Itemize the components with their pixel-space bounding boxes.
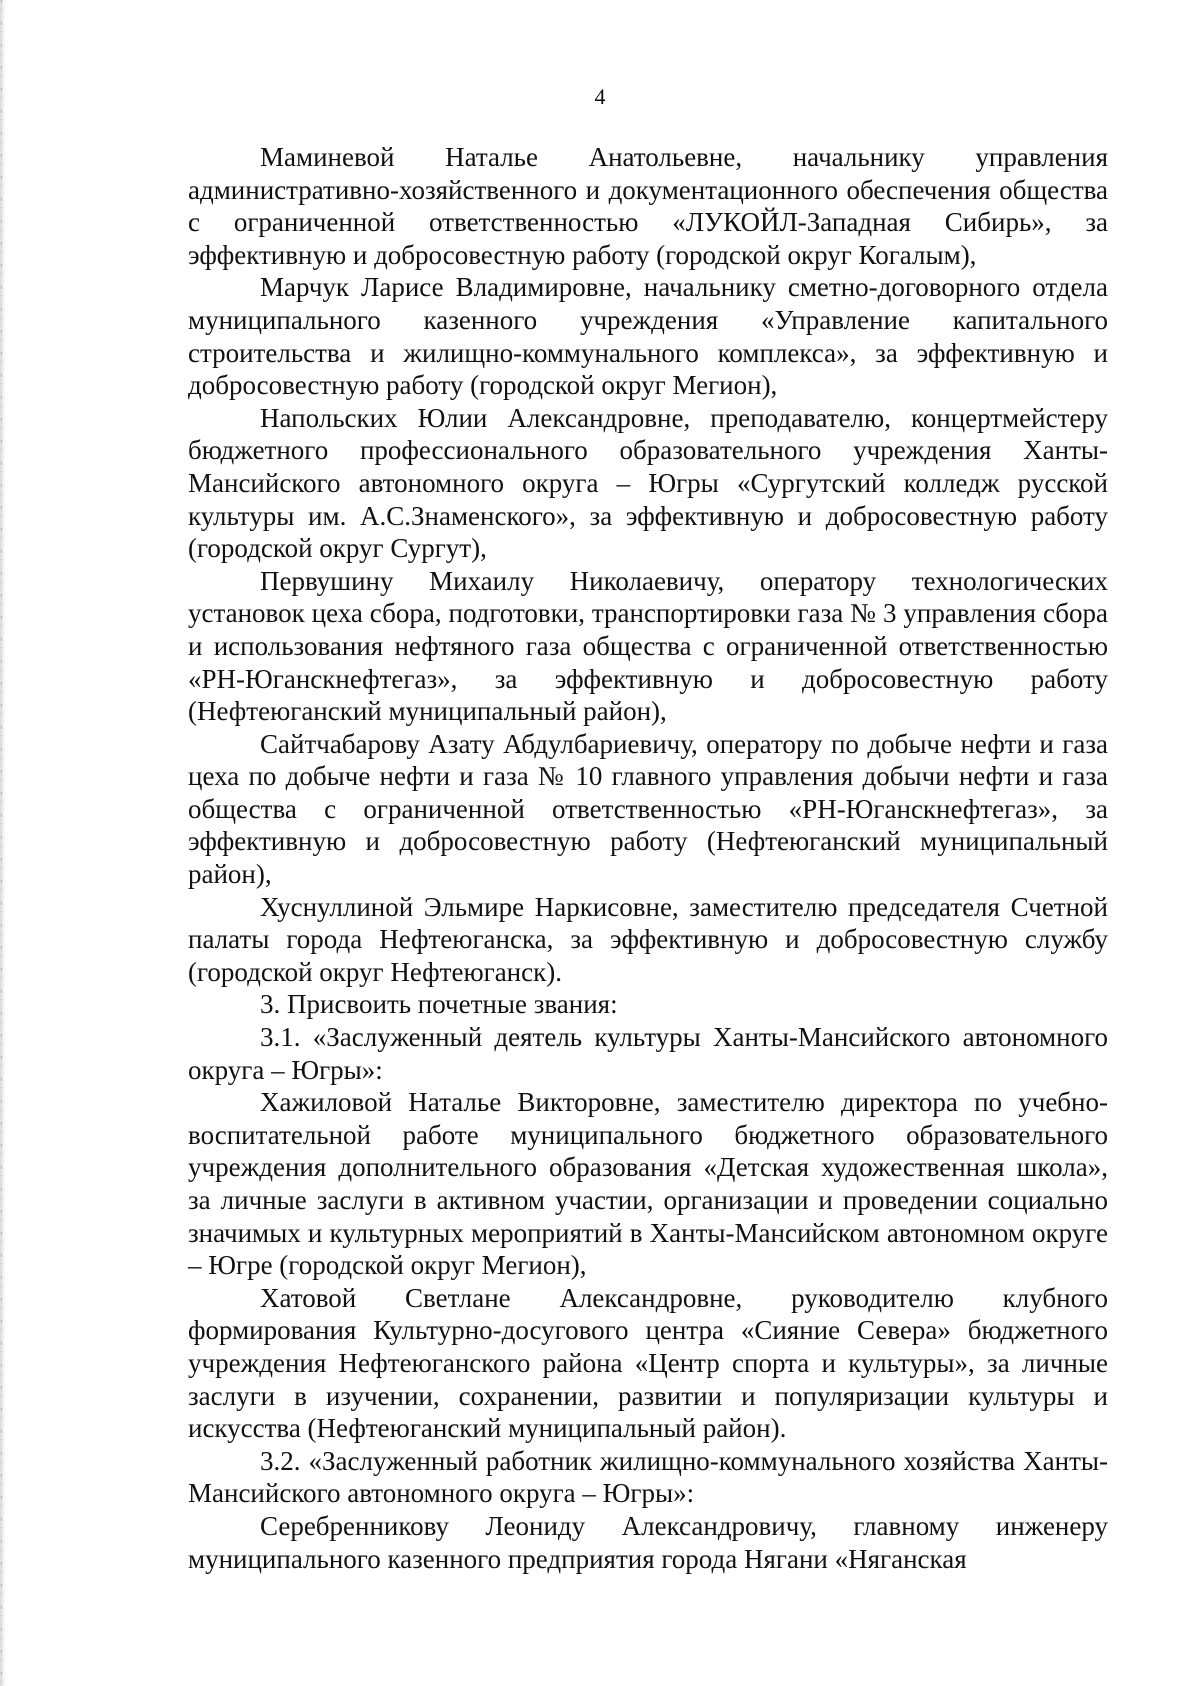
paragraph-khatova: Хатовой Светлане Александровне, руководителю клубного формирования Культурно-досугового центра «Сияние Севера» бюджетного учреждения Нефтеюганского района «Центр спорта и культуры», за личные заслуги в изучении, сохранении, развитии и популяризации культуры и искусства (Нефтеюганский муниципальный район).: [188, 1282, 1108, 1444]
paragraph-khusnullina: Хуснуллиной Эльмире Наркисовне, заместителю председателя Счетной палаты города Нефтеюганска, за эффективную и добросовестную службу (городской округ Нефтеюганск).: [188, 891, 1108, 987]
section-3-1-heading: 3.1. «Заслуженный деятель культуры Ханты-Мансийского автономного округа – Югры»:: [188, 1022, 1108, 1085]
paragraph-maminevoy: Маминевой Наталье Анатольевне, начальнику управления административно-хозяйственного и документационного обеспечения общества с ограниченной ответственностью «ЛУКОЙЛ-Западная Сибирь», за эффективную и добросовестную работу (городской округ Когалым),: [188, 142, 1108, 270]
paragraph-napolskikh: Напольских Юлии Александровне, преподавателю, концертмейстеру бюджетного профессионального образовательного учреждения Ханты-Мансийского автономного округа – Югры «Сургутский колледж русской культуры им. А.С.Знаменского», за эффективную и добросовестную работу (городской округ Сургут),: [188, 402, 1108, 564]
paragraph-saytchabarov: Сайтчабарову Азату Абдулбариевичу, оператору по добыче нефти и газа цеха по добыче нефти и газа № 10 главного управления добычи нефти и газа общества с ограниченной ответственностью «РН-Юганскнефтегаз», за эффективную и добросовестную работу (Нефтеюганский муниципальный район),: [188, 728, 1108, 890]
scan-edge: [0, 0, 6, 1686]
section-3-heading: 3. Присвоить почетные звания:: [260, 989, 618, 1020]
section-3-2-heading: 3.2. «Заслуженный работник жилищно-коммунального хозяйства Ханты-Мансийского автономного округа – Югры»:: [188, 1445, 1108, 1509]
page-number: 4: [594, 84, 606, 109]
paragraph-khazhilova: Хажиловой Наталье Викторовне, заместителю директора по учебно-воспитательной работе муниципального бюджетного образовательного учреждения дополнительного образования «Детская художественная школа», за личные заслуги в активном участии, организации и проведении социально значимых и культурных мероприятий в Ханты-Мансийском автономном округе – Югре (городской округ Мегион),: [188, 1087, 1108, 1281]
paragraph-pervushin: Первушину Михаилу Николаевичу, оператору технологических установок цеха сбора, подготовки, транспортировки газа № 3 управления сбора и использования нефтяного газа общества с ограниченной ответственностью «РН-Юганскнефтегаз», за эффективную и добросовестную работу (Нефтеюганский муниципальный район),: [188, 565, 1108, 727]
paragraph-serebrennikov: Серебренникову Леониду Александровичу, главному инженеру муниципального казенного предприятия города Нягани «Няганская: [188, 1510, 1108, 1574]
document-body: [188, 141, 1108, 1575]
paragraph-marchuk: Марчук Ларисе Владимировне, начальнику сметно-договорного отдела муниципального казенного учреждения «Управление капитального строительства и жилищно-коммунального комплекса», за эффективную и добросовестную работу (городской округ Мегион),: [188, 272, 1108, 401]
